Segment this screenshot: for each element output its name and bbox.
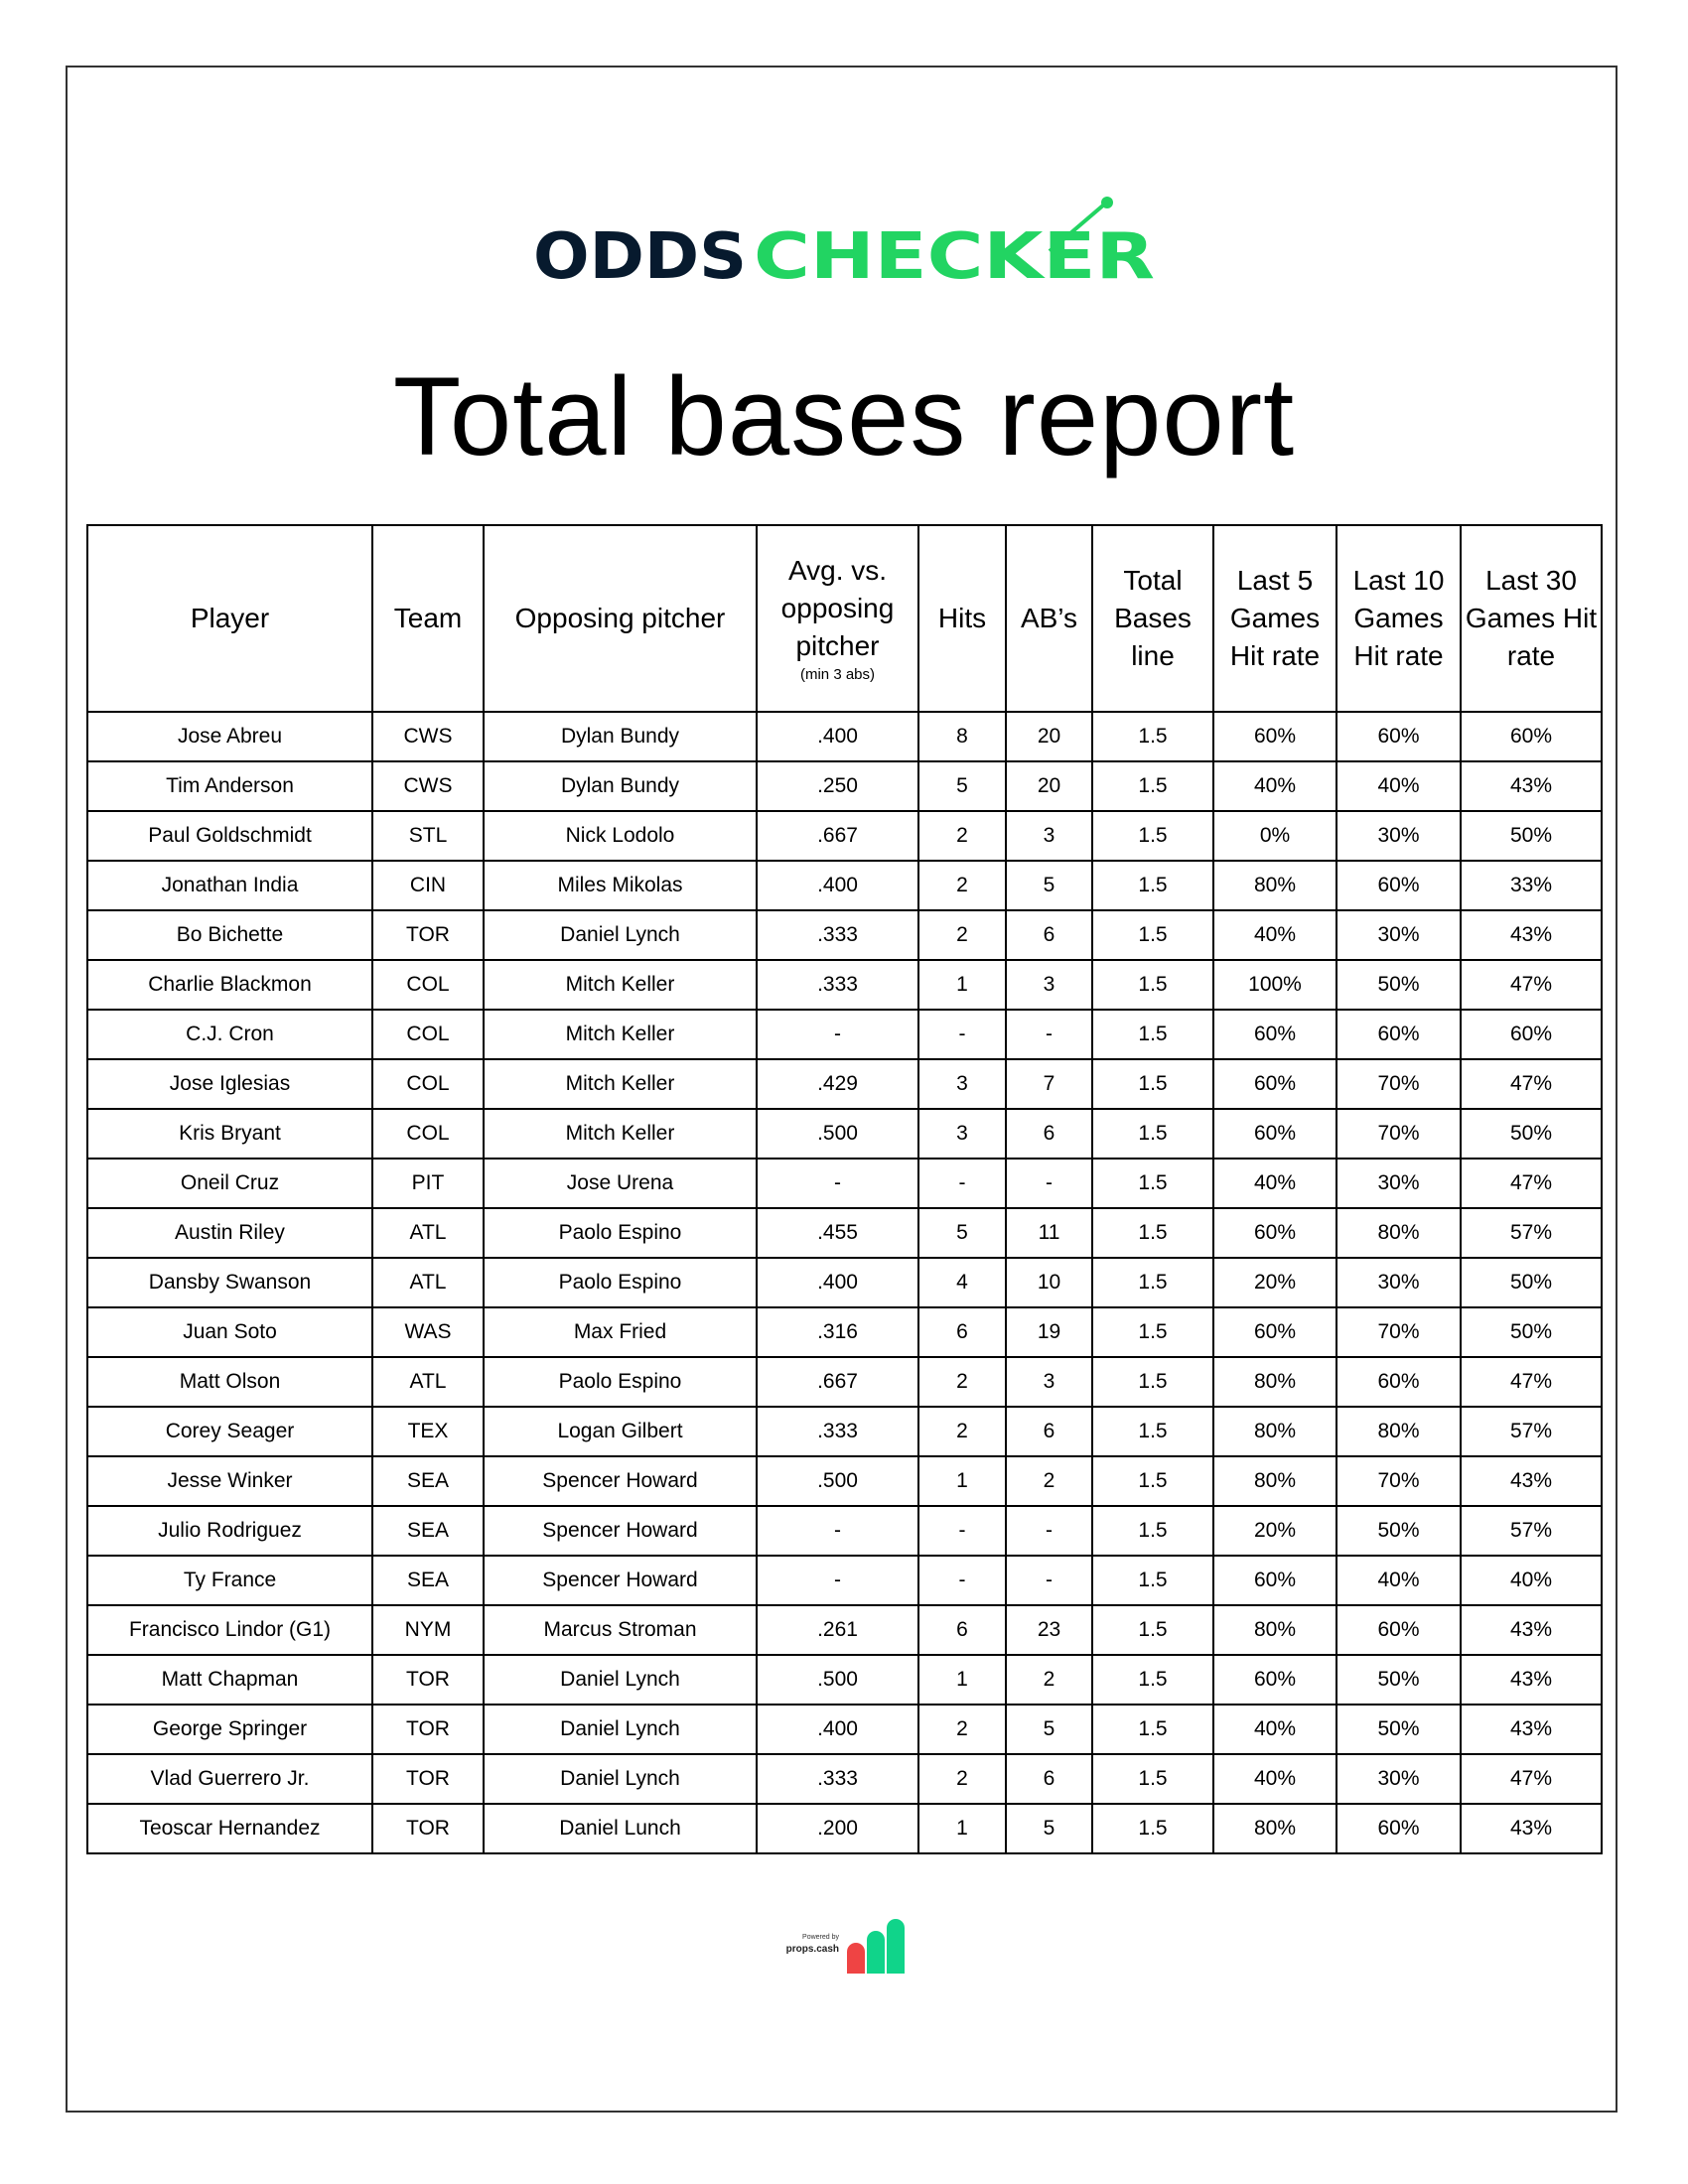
cell-player: Matt Chapman xyxy=(87,1655,372,1705)
cell-total-bases-line: 1.5 xyxy=(1092,1407,1213,1456)
cell-last-30-hit-rate: 43% xyxy=(1461,1804,1602,1853)
table-row xyxy=(87,1208,1602,1258)
cell-last-5-hit-rate: 80% xyxy=(1213,1804,1336,1853)
cell-team: SEA xyxy=(372,1556,484,1605)
cell-opposing-pitcher: Mitch Keller xyxy=(484,1059,757,1109)
cell-opposing-pitcher: Miles Mikolas xyxy=(484,861,757,910)
cell-last-30-hit-rate: 43% xyxy=(1461,1705,1602,1754)
cell-avg-vs-pitcher: .261 xyxy=(757,1605,918,1655)
cell-last-10-hit-rate: 30% xyxy=(1336,1258,1461,1307)
cell-last-5-hit-rate: 80% xyxy=(1213,1456,1336,1506)
cell-team: PIT xyxy=(372,1159,484,1208)
table-row xyxy=(87,1655,1602,1705)
cell-total-bases-line: 1.5 xyxy=(1092,712,1213,761)
cell-last-30-hit-rate: 43% xyxy=(1461,1605,1602,1655)
cell-last-30-hit-rate: 57% xyxy=(1461,1407,1602,1456)
logo-part-checker: CHECKER xyxy=(754,220,1155,286)
cell-total-bases-line: 1.5 xyxy=(1092,1159,1213,1208)
column-header-label: Last 10 Games Hit rate xyxy=(1352,565,1445,671)
cell-last-30-hit-rate: 40% xyxy=(1461,1556,1602,1605)
cell-last-5-hit-rate: 60% xyxy=(1213,1010,1336,1059)
header-row xyxy=(87,525,1602,712)
column-header-label: Last 5 Games Hit rate xyxy=(1229,565,1321,671)
cell-last-30-hit-rate: 60% xyxy=(1461,712,1602,761)
table-row xyxy=(87,1506,1602,1556)
cell-last-30-hit-rate: 47% xyxy=(1461,1059,1602,1109)
cell-last-5-hit-rate: 40% xyxy=(1213,1705,1336,1754)
cell-at-bats: 6 xyxy=(1006,910,1092,960)
cell-hits: 4 xyxy=(918,1258,1006,1307)
cell-player: Ty France xyxy=(87,1556,372,1605)
cell-team: TOR xyxy=(372,1655,484,1705)
cell-hits: 3 xyxy=(918,1059,1006,1109)
cell-avg-vs-pitcher: .316 xyxy=(757,1307,918,1357)
cell-last-5-hit-rate: 60% xyxy=(1213,712,1336,761)
cell-hits: 5 xyxy=(918,761,1006,811)
cell-player: Vlad Guerrero Jr. xyxy=(87,1754,372,1804)
cell-player: Oneil Cruz xyxy=(87,1159,372,1208)
cell-last-10-hit-rate: 60% xyxy=(1336,1605,1461,1655)
cell-total-bases-line: 1.5 xyxy=(1092,861,1213,910)
cell-hits: 1 xyxy=(918,960,1006,1010)
cell-hits: 1 xyxy=(918,1655,1006,1705)
cell-player: Tim Anderson xyxy=(87,761,372,811)
table-row xyxy=(87,1456,1602,1506)
cell-player: Juan Soto xyxy=(87,1307,372,1357)
cell-hits: 2 xyxy=(918,861,1006,910)
cell-last-10-hit-rate: 70% xyxy=(1336,1456,1461,1506)
column-header-player xyxy=(87,525,372,712)
cell-last-30-hit-rate: 50% xyxy=(1461,1307,1602,1357)
table-row xyxy=(87,1109,1602,1159)
cell-avg-vs-pitcher: .667 xyxy=(757,811,918,861)
cell-hits: 2 xyxy=(918,910,1006,960)
cell-last-5-hit-rate: 80% xyxy=(1213,1605,1336,1655)
cell-last-30-hit-rate: 50% xyxy=(1461,1258,1602,1307)
cell-last-5-hit-rate: 20% xyxy=(1213,1258,1336,1307)
cell-last-30-hit-rate: 47% xyxy=(1461,1159,1602,1208)
cell-last-10-hit-rate: 70% xyxy=(1336,1307,1461,1357)
cell-team: COL xyxy=(372,1109,484,1159)
cell-last-5-hit-rate: 40% xyxy=(1213,761,1336,811)
cell-player: Jonathan India xyxy=(87,861,372,910)
cell-player: Kris Bryant xyxy=(87,1109,372,1159)
cell-player: Julio Rodriguez xyxy=(87,1506,372,1556)
cell-at-bats: 3 xyxy=(1006,960,1092,1010)
cell-total-bases-line: 1.5 xyxy=(1092,910,1213,960)
cell-last-30-hit-rate: 57% xyxy=(1461,1208,1602,1258)
column-header-label: AB’s xyxy=(1020,603,1078,633)
cell-hits: - xyxy=(918,1506,1006,1556)
cell-hits: 6 xyxy=(918,1605,1006,1655)
table-row xyxy=(87,1307,1602,1357)
cell-hits: 2 xyxy=(918,1705,1006,1754)
cell-player: Dansby Swanson xyxy=(87,1258,372,1307)
cell-opposing-pitcher: Marcus Stroman xyxy=(484,1605,757,1655)
cell-hits: 8 xyxy=(918,712,1006,761)
cell-team: TOR xyxy=(372,1804,484,1853)
cell-last-10-hit-rate: 30% xyxy=(1336,1159,1461,1208)
cell-team: CWS xyxy=(372,712,484,761)
cell-player: Austin Riley xyxy=(87,1208,372,1258)
cell-last-5-hit-rate: 60% xyxy=(1213,1307,1336,1357)
total-bases-table xyxy=(86,524,1603,1854)
table-row xyxy=(87,960,1602,1010)
cell-avg-vs-pitcher: .333 xyxy=(757,1407,918,1456)
table-row xyxy=(87,910,1602,960)
cell-team: SEA xyxy=(372,1456,484,1506)
cell-last-5-hit-rate: 40% xyxy=(1213,1159,1336,1208)
column-header-label: Hits xyxy=(937,603,987,633)
cell-last-10-hit-rate: 70% xyxy=(1336,1109,1461,1159)
cell-hits: 2 xyxy=(918,1754,1006,1804)
cell-total-bases-line: 1.5 xyxy=(1092,1456,1213,1506)
cell-last-10-hit-rate: 50% xyxy=(1336,1655,1461,1705)
cell-last-5-hit-rate: 80% xyxy=(1213,1407,1336,1456)
cell-avg-vs-pitcher: .500 xyxy=(757,1655,918,1705)
cell-last-10-hit-rate: 30% xyxy=(1336,910,1461,960)
cell-last-10-hit-rate: 60% xyxy=(1336,712,1461,761)
cell-total-bases-line: 1.5 xyxy=(1092,1307,1213,1357)
cell-team: CWS xyxy=(372,761,484,811)
cell-opposing-pitcher: Paolo Espino xyxy=(484,1208,757,1258)
cell-at-bats: 10 xyxy=(1006,1258,1092,1307)
cell-opposing-pitcher: Paolo Espino xyxy=(484,1258,757,1307)
column-header-label: Total Bases line xyxy=(1114,565,1192,671)
cell-total-bases-line: 1.5 xyxy=(1092,1754,1213,1804)
cell-at-bats: 2 xyxy=(1006,1456,1092,1506)
cell-hits: 6 xyxy=(918,1307,1006,1357)
column-header-hits xyxy=(918,525,1006,712)
cell-team: COL xyxy=(372,960,484,1010)
column-header-label: Opposing pitcher xyxy=(514,603,726,633)
cell-total-bases-line: 1.5 xyxy=(1092,761,1213,811)
cell-at-bats: 5 xyxy=(1006,1804,1092,1853)
cell-avg-vs-pitcher: .400 xyxy=(757,1705,918,1754)
cell-team: COL xyxy=(372,1010,484,1059)
cell-avg-vs-pitcher: .333 xyxy=(757,960,918,1010)
cell-player: Teoscar Hernandez xyxy=(87,1804,372,1853)
cell-avg-vs-pitcher: .500 xyxy=(757,1456,918,1506)
cell-at-bats: 2 xyxy=(1006,1655,1092,1705)
cell-total-bases-line: 1.5 xyxy=(1092,1605,1213,1655)
cell-at-bats: - xyxy=(1006,1159,1092,1208)
cell-opposing-pitcher: Max Fried xyxy=(484,1307,757,1357)
cell-last-30-hit-rate: 43% xyxy=(1461,1456,1602,1506)
cell-avg-vs-pitcher: .250 xyxy=(757,761,918,811)
table-row xyxy=(87,1705,1602,1754)
cell-at-bats: 3 xyxy=(1006,1357,1092,1407)
cell-player: Jose Iglesias xyxy=(87,1059,372,1109)
cell-opposing-pitcher: Spencer Howard xyxy=(484,1556,757,1605)
table-row xyxy=(87,861,1602,910)
cell-at-bats: - xyxy=(1006,1556,1092,1605)
table-row xyxy=(87,1059,1602,1109)
cell-avg-vs-pitcher: .333 xyxy=(757,1754,918,1804)
cell-last-5-hit-rate: 100% xyxy=(1213,960,1336,1010)
cell-opposing-pitcher: Dylan Bundy xyxy=(484,712,757,761)
cell-avg-vs-pitcher: - xyxy=(757,1506,918,1556)
column-header-label: Team xyxy=(393,603,463,633)
cell-opposing-pitcher: Logan Gilbert xyxy=(484,1407,757,1456)
cell-opposing-pitcher: Daniel Lynch xyxy=(484,1655,757,1705)
cell-last-5-hit-rate: 60% xyxy=(1213,1208,1336,1258)
cell-team: ATL xyxy=(372,1208,484,1258)
cell-hits: 3 xyxy=(918,1109,1006,1159)
cell-avg-vs-pitcher: .400 xyxy=(757,1258,918,1307)
cell-last-30-hit-rate: 50% xyxy=(1461,811,1602,861)
cell-at-bats: 20 xyxy=(1006,712,1092,761)
column-header-last-30-hit-rate xyxy=(1461,525,1602,712)
logo-dot xyxy=(1101,197,1113,208)
cell-at-bats: 5 xyxy=(1006,861,1092,910)
cell-last-10-hit-rate: 40% xyxy=(1336,1556,1461,1605)
cell-hits: - xyxy=(918,1010,1006,1059)
cell-last-30-hit-rate: 33% xyxy=(1461,861,1602,910)
cell-total-bases-line: 1.5 xyxy=(1092,1109,1213,1159)
cell-opposing-pitcher: Mitch Keller xyxy=(484,1010,757,1059)
cell-avg-vs-pitcher: .200 xyxy=(757,1804,918,1853)
cell-total-bases-line: 1.5 xyxy=(1092,1506,1213,1556)
cell-last-10-hit-rate: 70% xyxy=(1336,1059,1461,1109)
cell-total-bases-line: 1.5 xyxy=(1092,1357,1213,1407)
cell-avg-vs-pitcher: .429 xyxy=(757,1059,918,1109)
table-row xyxy=(87,761,1602,811)
cell-team: TOR xyxy=(372,1705,484,1754)
cell-total-bases-line: 1.5 xyxy=(1092,1059,1213,1109)
cell-at-bats: 20 xyxy=(1006,761,1092,811)
cell-at-bats: 6 xyxy=(1006,1754,1092,1804)
cell-last-30-hit-rate: 50% xyxy=(1461,1109,1602,1159)
cell-last-5-hit-rate: 60% xyxy=(1213,1556,1336,1605)
cell-last-10-hit-rate: 50% xyxy=(1336,1705,1461,1754)
cell-at-bats: 11 xyxy=(1006,1208,1092,1258)
cell-team: STL xyxy=(372,811,484,861)
cell-last-10-hit-rate: 50% xyxy=(1336,960,1461,1010)
table-row xyxy=(87,1159,1602,1208)
column-header-team xyxy=(372,525,484,712)
cell-total-bases-line: 1.5 xyxy=(1092,1705,1213,1754)
column-header-last-5-hit-rate xyxy=(1213,525,1336,712)
cell-last-5-hit-rate: 60% xyxy=(1213,1109,1336,1159)
cell-player: C.J. Cron xyxy=(87,1010,372,1059)
cell-last-30-hit-rate: 47% xyxy=(1461,1754,1602,1804)
column-header-total-bases-line xyxy=(1092,525,1213,712)
cell-last-5-hit-rate: 60% xyxy=(1213,1059,1336,1109)
cell-avg-vs-pitcher: .455 xyxy=(757,1208,918,1258)
cell-team: NYM xyxy=(372,1605,484,1655)
cell-opposing-pitcher: Dylan Bundy xyxy=(484,761,757,811)
cell-team: TEX xyxy=(372,1407,484,1456)
cell-at-bats: 6 xyxy=(1006,1407,1092,1456)
cell-avg-vs-pitcher: .667 xyxy=(757,1357,918,1407)
cell-team: WAS xyxy=(372,1307,484,1357)
cell-last-10-hit-rate: 80% xyxy=(1336,1208,1461,1258)
cell-hits: - xyxy=(918,1556,1006,1605)
props-cash-label: props.cash xyxy=(785,1944,839,1955)
cell-last-5-hit-rate: 20% xyxy=(1213,1506,1336,1556)
cell-avg-vs-pitcher: .500 xyxy=(757,1109,918,1159)
cell-at-bats: - xyxy=(1006,1010,1092,1059)
cell-total-bases-line: 1.5 xyxy=(1092,1258,1213,1307)
cell-last-5-hit-rate: 0% xyxy=(1213,811,1336,861)
cell-last-10-hit-rate: 60% xyxy=(1336,1010,1461,1059)
cell-last-30-hit-rate: 60% xyxy=(1461,1010,1602,1059)
cell-last-10-hit-rate: 30% xyxy=(1336,811,1461,861)
cell-opposing-pitcher: Mitch Keller xyxy=(484,960,757,1010)
cell-total-bases-line: 1.5 xyxy=(1092,1010,1213,1059)
avg-min-abs-note: (min 3 abs) xyxy=(799,666,876,683)
cell-total-bases-line: 1.5 xyxy=(1092,960,1213,1010)
cell-avg-vs-pitcher: .400 xyxy=(757,712,918,761)
column-header-at-bats xyxy=(1006,525,1092,712)
cell-last-10-hit-rate: 80% xyxy=(1336,1407,1461,1456)
cell-total-bases-line: 1.5 xyxy=(1092,811,1213,861)
cell-team: ATL xyxy=(372,1357,484,1407)
cell-at-bats: - xyxy=(1006,1506,1092,1556)
cell-at-bats: 7 xyxy=(1006,1059,1092,1109)
cell-last-5-hit-rate: 40% xyxy=(1213,1754,1336,1804)
cell-player: Corey Seager xyxy=(87,1407,372,1456)
cell-hits: 2 xyxy=(918,1357,1006,1407)
cell-team: ATL xyxy=(372,1258,484,1307)
cell-last-5-hit-rate: 60% xyxy=(1213,1655,1336,1705)
cell-hits: 5 xyxy=(918,1208,1006,1258)
cell-last-10-hit-rate: 50% xyxy=(1336,1506,1461,1556)
cell-player: Paul Goldschmidt xyxy=(87,811,372,861)
cell-last-10-hit-rate: 30% xyxy=(1336,1754,1461,1804)
table-row xyxy=(87,712,1602,761)
cell-player: Jesse Winker xyxy=(87,1456,372,1506)
cell-avg-vs-pitcher: - xyxy=(757,1556,918,1605)
cell-total-bases-line: 1.5 xyxy=(1092,1655,1213,1705)
cell-opposing-pitcher: Spencer Howard xyxy=(484,1456,757,1506)
props-cash-logo-icon xyxy=(845,1914,905,1974)
cell-last-30-hit-rate: 57% xyxy=(1461,1506,1602,1556)
cell-player: Matt Olson xyxy=(87,1357,372,1407)
table-row xyxy=(87,1804,1602,1853)
cell-opposing-pitcher: Nick Lodolo xyxy=(484,811,757,861)
cell-team: TOR xyxy=(372,910,484,960)
cell-total-bases-line: 1.5 xyxy=(1092,1556,1213,1605)
cell-team: COL xyxy=(372,1059,484,1109)
cell-player: Jose Abreu xyxy=(87,712,372,761)
cell-total-bases-line: 1.5 xyxy=(1092,1208,1213,1258)
cell-team: TOR xyxy=(372,1754,484,1804)
oddschecker-logo xyxy=(533,197,1155,286)
column-header-label: Player xyxy=(190,603,270,633)
table-row xyxy=(87,1258,1602,1307)
cell-avg-vs-pitcher: - xyxy=(757,1159,918,1208)
table-row xyxy=(87,1605,1602,1655)
cell-last-30-hit-rate: 47% xyxy=(1461,1357,1602,1407)
cell-last-10-hit-rate: 60% xyxy=(1336,1357,1461,1407)
column-header-label: Avg. vs. opposing pitcher xyxy=(780,555,895,661)
cell-last-5-hit-rate: 80% xyxy=(1213,861,1336,910)
cell-player: Charlie Blackmon xyxy=(87,960,372,1010)
cell-opposing-pitcher: Daniel Lynch xyxy=(484,1754,757,1804)
cell-last-5-hit-rate: 80% xyxy=(1213,1357,1336,1407)
table-row xyxy=(87,1754,1602,1804)
cell-last-5-hit-rate: 40% xyxy=(1213,910,1336,960)
cell-hits: 1 xyxy=(918,1456,1006,1506)
column-header-opposing-pitcher xyxy=(484,525,757,712)
column-header-last-10-hit-rate xyxy=(1336,525,1461,712)
cell-team: CIN xyxy=(372,861,484,910)
table-row xyxy=(87,1407,1602,1456)
cell-player: George Springer xyxy=(87,1705,372,1754)
cell-team: SEA xyxy=(372,1506,484,1556)
cell-opposing-pitcher: Paolo Espino xyxy=(484,1357,757,1407)
cell-last-10-hit-rate: 60% xyxy=(1336,861,1461,910)
cell-opposing-pitcher: Spencer Howard xyxy=(484,1506,757,1556)
cell-last-30-hit-rate: 43% xyxy=(1461,761,1602,811)
cell-at-bats: 6 xyxy=(1006,1109,1092,1159)
cell-last-30-hit-rate: 47% xyxy=(1461,960,1602,1010)
column-header-avg-vs-pitcher xyxy=(757,525,918,712)
table-row xyxy=(87,1010,1602,1059)
cell-opposing-pitcher: Jose Urena xyxy=(484,1159,757,1208)
cell-at-bats: 5 xyxy=(1006,1705,1092,1754)
cell-at-bats: 3 xyxy=(1006,811,1092,861)
powered-by-label: Powered by xyxy=(802,1934,839,1941)
cell-avg-vs-pitcher: .333 xyxy=(757,910,918,960)
column-header-label: Last 30 Games Hit rate xyxy=(1465,565,1598,671)
cell-opposing-pitcher: Mitch Keller xyxy=(484,1109,757,1159)
cell-hits: 2 xyxy=(918,811,1006,861)
cell-opposing-pitcher: Daniel Lynch xyxy=(484,1705,757,1754)
table-row xyxy=(87,1556,1602,1605)
cell-avg-vs-pitcher: .400 xyxy=(757,861,918,910)
cell-last-10-hit-rate: 60% xyxy=(1336,1804,1461,1853)
cell-player: Bo Bichette xyxy=(87,910,372,960)
cell-last-30-hit-rate: 43% xyxy=(1461,1655,1602,1705)
powered-by-footer xyxy=(779,1914,909,1974)
cell-avg-vs-pitcher: - xyxy=(757,1010,918,1059)
cell-player: Francisco Lindor (G1) xyxy=(87,1605,372,1655)
cell-hits: 1 xyxy=(918,1804,1006,1853)
cell-opposing-pitcher: Daniel Lynch xyxy=(484,910,757,960)
logo-part-odds: ODDS xyxy=(533,220,747,286)
cell-at-bats: 23 xyxy=(1006,1605,1092,1655)
page-title: Total bases report xyxy=(392,354,1296,478)
table-row xyxy=(87,1357,1602,1407)
cell-last-30-hit-rate: 43% xyxy=(1461,910,1602,960)
cell-opposing-pitcher: Daniel Lunch xyxy=(484,1804,757,1853)
cell-at-bats: 19 xyxy=(1006,1307,1092,1357)
cell-total-bases-line: 1.5 xyxy=(1092,1804,1213,1853)
cell-last-10-hit-rate: 40% xyxy=(1336,761,1461,811)
cell-hits: - xyxy=(918,1159,1006,1208)
cell-hits: 2 xyxy=(918,1407,1006,1456)
table-row xyxy=(87,811,1602,861)
